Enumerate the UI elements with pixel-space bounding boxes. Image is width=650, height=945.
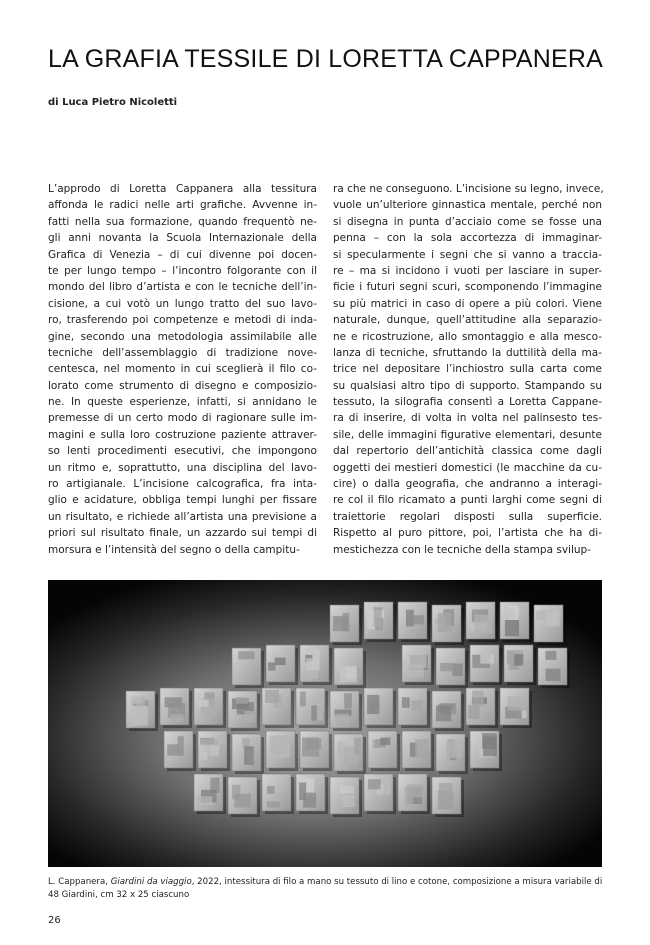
artwork-stitched-patch (480, 654, 494, 663)
artwork-stitched-patch (244, 711, 254, 722)
artwork-stitched-patch (402, 697, 410, 708)
artwork-stitched-patch (333, 616, 348, 631)
artwork-stitched-patch (270, 736, 288, 755)
body-text-line: mestichezza con le tecniche della stampa svilup- (333, 543, 591, 556)
body-text-line: ra che ne conseguono. L’incisione su legno, invece, (333, 183, 604, 195)
artwork-stitched-patch (483, 737, 497, 757)
artwork-stitched-patch (415, 739, 428, 757)
artwork-stitched-patch (200, 752, 207, 760)
body-text-line: re – ma si incidono i vuoti per lasciare in super- (333, 264, 602, 277)
artwork-stitched-patch (505, 620, 519, 636)
artwork-stitched-patch (342, 795, 354, 807)
body-text-line: glio e acidature, obbliga tempi lunghi per fissare (48, 494, 317, 507)
body-text-line: cisione, a cui votò un lungo tratto del suo lavo- (48, 297, 317, 310)
artwork-stitched-patch (238, 651, 254, 659)
caption-prefix: L. Cappanera, (48, 877, 111, 887)
caption-details: , 2022, intessitura di filo a mano su tessuto di lino e cotone, composizione a misura variabile di 48 Giardini, cm 32 x 25 ciascuno (48, 877, 603, 900)
body-column-right (333, 181, 602, 558)
body-text-line: mondo del libro d’artista e con le tecniche dell’in- (48, 281, 317, 294)
artwork-stitched-patch (438, 791, 453, 810)
body-text-line: gli anni novanta la Scuola Internazionale della (48, 232, 317, 245)
body-text-line: ro artigianale. L’incisione calcografica, fra inta- (48, 478, 317, 491)
artwork-stitched-patch (508, 697, 524, 711)
body-text-line: traiettorie regolari disposti sulla superficie. (333, 510, 602, 523)
artwork-stitched-patch (407, 615, 424, 624)
body-text-line: naturale, dunque, quell’attitudine alla separazio- (333, 314, 602, 327)
artwork-stitched-patch (509, 606, 519, 620)
artwork-stitched-patch (436, 706, 451, 722)
body-text-line: si disegna in punta d’acciaio come se fosse una (333, 215, 602, 228)
artwork-stitched-patch (545, 611, 559, 626)
artwork-stitched-patch (244, 746, 254, 764)
artwork-stitched-patch (354, 738, 361, 755)
body-text-line: lorato come strumento di disegno e composizio- (48, 379, 317, 392)
artwork-stitched-patch (340, 786, 354, 793)
body-text-line: gine, secondo una metodologia assimilabile alle (48, 330, 317, 343)
artwork-stitched-patch (405, 787, 413, 805)
artwork-stitched-patch (242, 738, 249, 748)
artwork-stitched-patch (268, 662, 276, 670)
body-text-line: oggetti dei mestieri domestici (le macchine da cu- (333, 461, 602, 474)
artwork-stitched-patch (197, 796, 212, 804)
body-text-line: magini e sulla loro costruzione paziente attraver- (48, 428, 317, 441)
body-text-line: affonda le radici nelle arti grafiche. Avvenne in- (48, 199, 317, 212)
artwork-stitched-patch (306, 658, 319, 670)
body-text-line: tecniche dell’assemblaggio di tradizione nove- (48, 346, 317, 359)
artwork-stitched-patch (131, 697, 142, 704)
artwork-stitched-patch (302, 737, 319, 756)
artwork-stitched-patch (344, 693, 352, 709)
body-text-line: ne. In queste esperienze, infatti, si annidano le (48, 396, 317, 409)
body-text-line: premesse di un certo modo di ragionare sulle im- (48, 412, 317, 425)
body-text-line: Grafica di Venezia – di cui divenne poi docen- (48, 248, 317, 261)
artwork-stitched-patch (303, 793, 316, 808)
artwork-stitched-patch (200, 739, 218, 745)
artwork-stitched-patch (374, 607, 382, 627)
artwork-stitched-patch (171, 714, 184, 722)
artwork-photo (48, 580, 602, 867)
artwork-stitched-patch (514, 654, 523, 666)
body-text-line: Rispetto al puro pittore, poi, l’artista che ha di- (333, 527, 602, 540)
body-text-line: si specularmente i segni che si vanno a traccia- (333, 248, 602, 261)
body-text-line: vuole un’ulteriore ginnastica mentale, perché non (333, 199, 602, 212)
body-text-line: priori sul risultato finale, un azzardo sui tempi di (48, 527, 317, 540)
body-text-line: su qualsiasi altro tipo di supporto. Stampando su (333, 379, 602, 392)
body-text-line: ficie i futuri segni scuri, scomponendo l’immagine (333, 281, 602, 294)
body-text-line: so lenti procedimenti esecutivi, che impongono (48, 445, 317, 458)
artwork-stitched-patch (408, 665, 423, 678)
artwork-stitched-patch (546, 651, 557, 660)
artwork-stitched-patch (267, 786, 275, 794)
article-author: di Luca Pietro Nicoletti (48, 97, 178, 108)
artwork-stitched-patch (380, 738, 390, 746)
body-text-line: te per lungo tempo – l’incontro folgorante con il (48, 264, 317, 277)
body-text-line: cire) o dalla geografia, che andranno a interagi- (333, 478, 602, 491)
artwork-stitched-patch (472, 691, 483, 707)
artwork-stitched-patch (446, 742, 462, 758)
artwork-stitched-patch (346, 666, 357, 679)
artwork-stitched-patch (440, 663, 454, 671)
artwork-stitched-patch (198, 700, 209, 707)
body-text-line: tessuto, la silografia consentì a Loretta Cappane- (333, 396, 602, 409)
artwork-stitched-patch (412, 700, 423, 710)
body-text-line: L’approdo di Loretta Cappanera alla tessitura (48, 183, 317, 195)
artwork-stitched-patch (131, 706, 148, 725)
figure-caption (48, 876, 608, 901)
body-text-line: ne e ricostruzione, allo smontaggio e alla mesco- (333, 330, 602, 343)
artwork-stitched-patch (236, 697, 249, 704)
artwork-stitched-patch (373, 740, 381, 748)
body-text-line: ra di inserire, di volta in volta nel palinsesto tes- (333, 412, 602, 425)
artwork-stitched-patch (265, 690, 279, 703)
body-text-line: trice nel depositare l’inchiostro sulla carta come (333, 363, 602, 376)
artwork-stitched-patch (317, 703, 323, 721)
body-text-line: penna – con la sola accortezza di immaginar- (333, 232, 602, 245)
body-column-left (48, 181, 317, 558)
artwork-stitched-patch (546, 669, 561, 681)
artwork-stitched-patch (367, 695, 379, 714)
artwork-stitched-patch (167, 744, 178, 755)
article-title: LA GRAFIA TESSILE DI LORETTA CAPPANERA (48, 45, 603, 73)
artwork-tile (368, 731, 397, 768)
body-text-line: dal repertorio dell’antichità classica come dagli (333, 445, 602, 458)
body-text-line: ro, trasferendo poi competenze e metodi di inda- (48, 314, 317, 327)
page-number: 26 (48, 915, 61, 926)
body-text-line: sile, delle immagini figurative elementari, desunte (333, 428, 602, 441)
body-text-line: su più matrici in caso di opere a più colori. Viene (333, 297, 602, 310)
body-text-line: un risultato, e richiede all’artista una previsione a (48, 510, 317, 523)
body-text-line: re col il filo ricamato a punti larghi come segni di (333, 494, 602, 507)
artwork-stitched-patch (335, 714, 349, 725)
artwork-stitched-patch (438, 613, 452, 632)
artwork-stitched-patch (234, 794, 251, 808)
artwork-stitched-patch (439, 783, 453, 793)
artwork-stitched-patch (368, 779, 381, 789)
body-text-line: morsura e l’intensità del segno o della campitu- (48, 543, 300, 556)
artwork-stitched-patch (234, 664, 240, 671)
body-text-line: lanza di tecniche, sfruttando la duttilità della ma- (333, 346, 602, 359)
artwork-stitched-patch (178, 736, 184, 756)
artwork-image (48, 580, 602, 867)
artwork-stitched-patch (468, 705, 479, 719)
artwork-stitched-patch (300, 692, 306, 707)
body-text-line: un ritmo e, soprattutto, una disciplina del lavo- (48, 461, 317, 474)
artwork-stitched-patch (267, 802, 280, 808)
artwork-stitched-patch (275, 658, 286, 666)
caption-artwork-title: Giardini da viaggio (110, 877, 192, 887)
body-text-line: centesca, nel momento in cui sceglierà il filo co- (48, 363, 317, 376)
body-text-line: fatti nella sua formazione, quando frequentò ne- (48, 215, 317, 228)
artwork-stitched-patch (474, 615, 492, 634)
